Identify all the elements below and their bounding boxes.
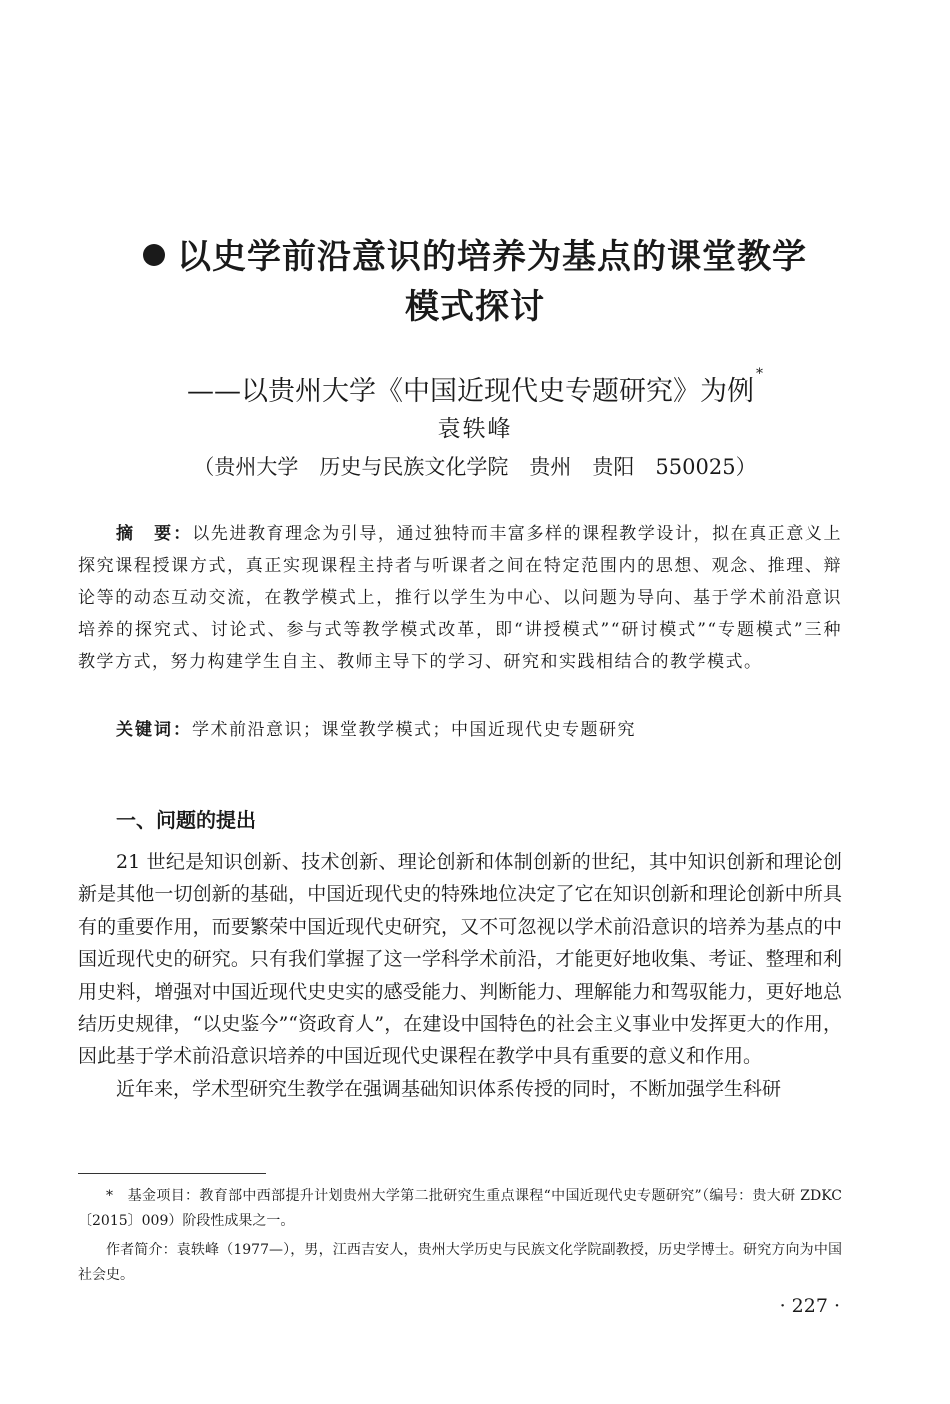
article-title bbox=[100, 232, 850, 332]
subtitle-footnote-mark: * bbox=[756, 366, 763, 382]
page-number: · 227 · bbox=[779, 1295, 840, 1317]
abstract bbox=[78, 518, 842, 678]
title-line-2: 模式探讨 bbox=[405, 287, 545, 327]
abstract-text: 以先进教育理念为引导，通过独特而丰富多样的课程教学设计，拟在真正意义上探究课程授课方式，真正实现课程主持者与听课者之间在特定范围内的思想、观念、推理、辩论等的动态互动交流，在教学模式上，推行以学生为中心、以问题为导向、基于学术前沿意识培养的探究式、讨论式、参与式等教学模式改革，即“讲授模式”“研讨模式”“专题模式”三种教学方式，努力构建学生自主、教师主导下的学习、研究和实践相结合的教学模式。 bbox=[78, 524, 843, 672]
author-affiliation: （贵州大学 历史与民族文化学院 贵州 贵阳 550025） bbox=[193, 455, 757, 479]
body-paragraph-1: 21 世纪是知识创新、技术创新、理论创新和体制创新的世纪，其中知识创新和理论创新是其他一切创新的基础，中国近现代史的特殊地位决定了它在知识创新和理论创新中所具有的重要作用，而要繁荣中国近现代史研究，又不可忽视以学术前沿意识的培养为基点的中国近现代史的研究。只有我们掌握了这一学科学术前沿，才能更好地收集、考证、整理和利用史料，增强对中国近现代史史实的感受能力、判断能力、理解能力和驾驭能力，更好地总结历史规律，“以史鉴今”“资政育人”，在建设中国特色的社会主义事业中发挥更大的作用，因此基于学术前沿意识培养的中国近现代史课程在教学中具有重要的意义和作用。 bbox=[78, 851, 842, 1068]
body-paragraph-2: 近年来，学术型研究生教学在强调基础知识体系传授的同时，不断加强学生科研 bbox=[116, 1077, 782, 1100]
section-body bbox=[78, 846, 842, 1105]
footnotes bbox=[78, 1184, 842, 1292]
author-name: 袁轶峰 bbox=[437, 416, 513, 442]
abstract-label: 摘 要： bbox=[116, 524, 193, 544]
title-line-1-text: 以史学前沿意识的培养为基点的课堂教学 bbox=[177, 237, 807, 277]
subtitle-text: ——以贵州大学《中国近现代史专题研究》为例 bbox=[187, 376, 754, 407]
keywords bbox=[116, 714, 842, 746]
article-subtitle bbox=[100, 354, 850, 412]
bullet-icon bbox=[143, 244, 165, 266]
footnote-funding: * 基金项目：教育部中西部提升计划贵州大学第二批研究生重点课程“中国近现代史专题研究”（编号：贵大研 ZDKC〔2015〕009）阶段性成果之一。 bbox=[78, 1188, 842, 1229]
keywords-label: 关键词： bbox=[116, 720, 192, 740]
section-heading: 一、问题的提出 bbox=[116, 808, 256, 832]
keywords-text: 学术前沿意识；课堂教学模式；中国近现代史专题研究 bbox=[192, 720, 636, 740]
title-line-1 bbox=[100, 232, 850, 282]
footnote-divider bbox=[78, 1173, 266, 1174]
footnote-author-bio: 作者简介：袁轶峰（1977—），男，江西吉安人，贵州大学历史与民族文化学院副教授，历史学博士。研究方向为中国社会史。 bbox=[78, 1242, 842, 1283]
